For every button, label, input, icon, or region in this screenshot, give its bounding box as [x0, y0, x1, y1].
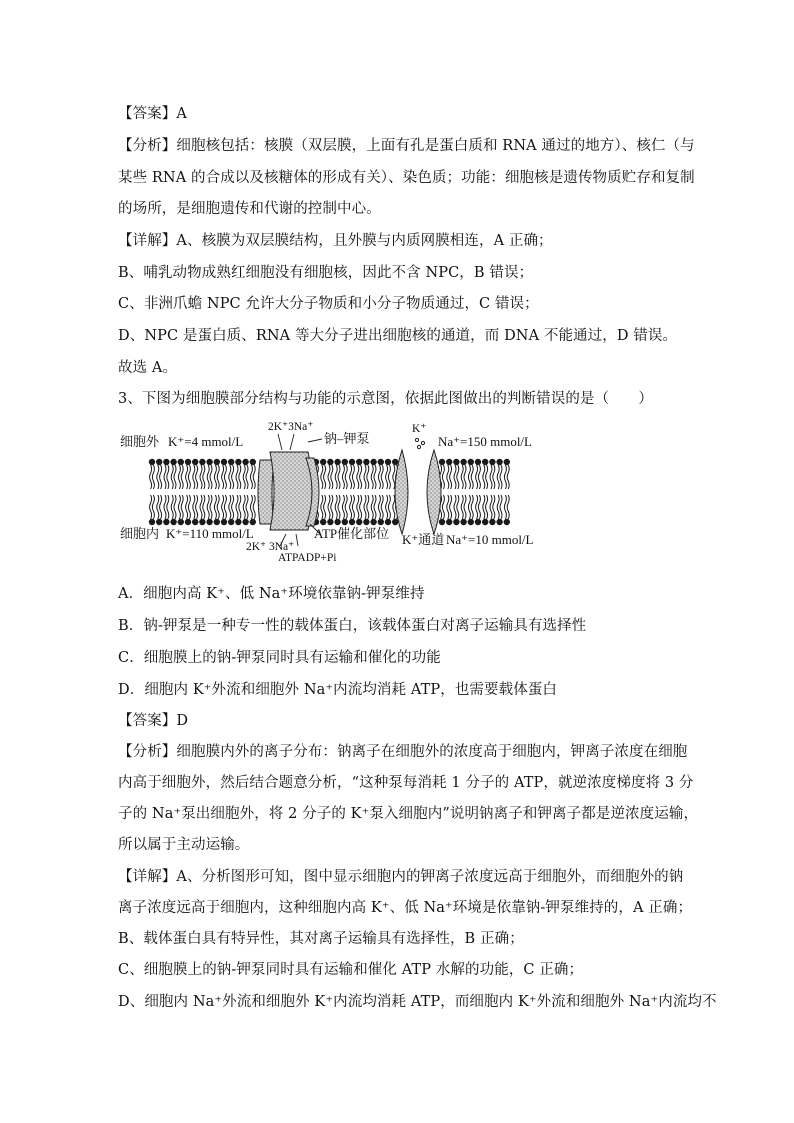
atp-site-label: ATP催化部位 [314, 526, 390, 541]
inside-label: 细胞内 [120, 526, 160, 541]
detail2-line-a1: 【详解】A、分析图形可知，图中显示细胞内的钾离子浓度远高于细胞外，而细胞外的钠 [118, 869, 684, 885]
outside-k-concentration: K⁺=4 mmol/L [168, 434, 244, 449]
analysis2-line-3: 子的 Na⁺泵出细胞外，将 2 分子的 K⁺泵入细胞内”说明钠离子和钾离子都是逆浓度运输， [118, 806, 699, 822]
analysis-line-1: 【分析】细胞核包括：核膜（双层膜，上面有孔是蛋白质和 RNA 通过的地方）、核仁（与 [118, 138, 695, 154]
detail2-line-a2: 离子浓度远高于细胞内，这种细胞内高 K⁺、低 Na⁺环境是依靠钠-钾泵维持的，A 正确； [118, 900, 693, 916]
detail2-line-c: C、细胞膜上的钠-钾泵同时具有运输和催化 ATP 水解的功能，C 正确； [118, 962, 584, 978]
question-3-stem: 3、下图为细胞膜部分结构与功能的示意图，依据此图做出的判断错误的是（ ） [118, 391, 653, 407]
lipid-bilayer [149, 459, 510, 525]
answer-line-q2: 【答案】A [118, 106, 187, 122]
analysis-line-2: 某些 RNA 的合成以及核糖体的形成有关）、染色质；功能：细胞核是遗传物质贮存和复制 [118, 170, 695, 186]
detail-line-c: C、非洲爪蟾 NPC 允许大分子物质和小分子物质通过，C 错误； [118, 296, 539, 312]
atp-reaction: ATPADP+Pi [278, 552, 337, 562]
outside-label: 细胞外 [120, 434, 160, 449]
option-d: D．细胞内 K⁺外流和细胞外 Na⁺内流均消耗 ATP，也需要载体蛋白 [118, 682, 558, 698]
inside-na-concentration: Na⁺=10 mmol/L [446, 532, 534, 547]
detail2-line-b: B、载体蛋白具有特异性，其对离子运输具有选择性，B 正确； [118, 931, 524, 947]
option-a: A．细胞内高 K⁺、低 Na⁺环境依靠钠-钾泵维持 [118, 586, 425, 602]
answer-line-q3: 【答案】D [118, 713, 189, 729]
option-c: C．细胞膜上的钠-钾泵同时具有运输和催化的功能 [118, 650, 441, 666]
inside-k-concentration: K⁺=110 mmol/L [166, 526, 254, 541]
channel-top-ion: K⁺ [412, 423, 427, 435]
pump-bottom-ions: 2K⁺ 3Na⁺ [246, 541, 295, 553]
outside-na-concentration: Na⁺=150 mmol/L [438, 434, 532, 449]
channel-label: K⁺通道 [402, 532, 445, 547]
option-b: B．钠-钾泵是一种专一性的载体蛋白，该载体蛋白对离子运输具有选择性 [118, 618, 587, 634]
analysis-line-3: 的场所，是细胞遗传和代谢的控制中心。 [118, 201, 381, 217]
detail-line-b: B、哺乳动物成熟红细胞没有细胞核，因此不含 NPC，B 错误； [118, 265, 534, 281]
detail-line-d: D、NPC 是蛋白质、RNA 等大分子进出细胞核的通道，而 DNA 不能通过，D 错误。 [118, 328, 678, 344]
detail2-line-d: D、细胞内 Na⁺外流和细胞外 K⁺内流均消耗 ATP，而细胞内 K⁺外流和细胞外 Na⁺内流均不 [118, 994, 717, 1010]
membrane-figure [118, 412, 544, 562]
conclusion-line: 故选 A。 [118, 360, 178, 376]
pump-top-ions: 2K⁺3Na⁺ [268, 421, 314, 433]
analysis2-line-1: 【分析】细胞膜内外的离子分布：钠离子在细胞外的浓度高于细胞内，钾离子浓度在细胞 [118, 744, 688, 760]
detail-line-a: 【详解】A、核膜为双层膜结构，且外膜与内质网膜相连，A 正确； [118, 233, 553, 249]
sodium-potassium-pump [258, 434, 322, 546]
potassium-channel [395, 438, 441, 534]
analysis2-line-2: 内高于细胞外，然后结合题意分析，“这种泵每消耗 1 分子的 ATP，就逆浓度梯度将 3 分 [118, 775, 694, 791]
analysis2-line-4: 所以属于主动运输。 [118, 837, 250, 853]
pump-label: 钠–钾泵 [324, 431, 370, 446]
